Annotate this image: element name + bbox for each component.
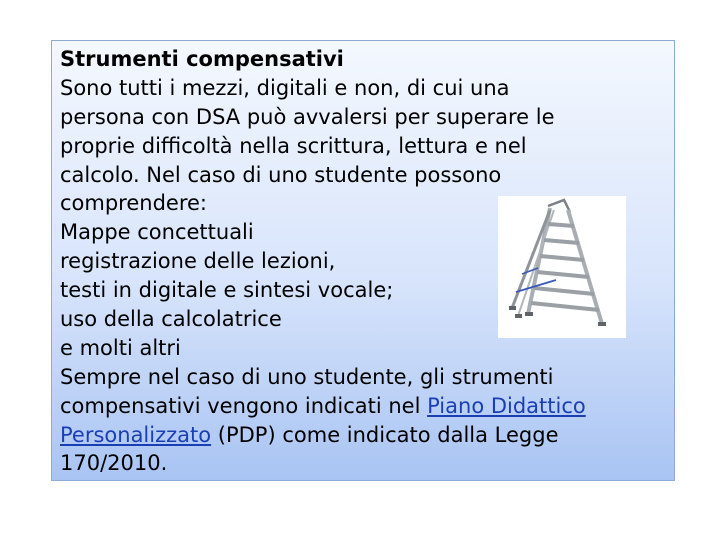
- content-box: [51, 40, 675, 481]
- body-line-13-text: (PDP) come indicato dalla Legge: [211, 422, 559, 447]
- body-line-1: Sono tutti i mezzi, digitali e non, di cui una: [60, 75, 510, 100]
- body-line-13: [60, 421, 670, 450]
- body-line-11: Sempre nel caso di uno studente, gli strumenti: [60, 364, 554, 389]
- body-line-12: [60, 392, 670, 421]
- body-line-14: 170/2010.: [60, 451, 168, 476]
- heading: Strumenti compensativi: [60, 47, 344, 71]
- ladder-icon: [498, 196, 626, 338]
- body-line-7: registrazione delle lezioni,: [60, 249, 336, 274]
- body-line-9: uso della calcolatrice: [60, 307, 282, 332]
- body-line-12-text: compensativi vengono indicati nel: [60, 393, 428, 418]
- body-line-10: e molti altri: [60, 335, 181, 360]
- body-line-3: proprie difficoltà nella scrittura, lettura e nel: [60, 133, 527, 158]
- body-line-6: Mappe concettuali: [60, 220, 254, 245]
- pdp-link-part1[interactable]: Piano Didattico: [427, 393, 586, 418]
- body-line-5: comprendere:: [60, 191, 207, 216]
- body-line-2: persona con DSA può avvalersi per superare le: [60, 104, 555, 129]
- pdp-link-part2[interactable]: Personalizzato: [60, 422, 212, 447]
- body-line-4: calcolo. Nel caso di uno studente possono: [60, 162, 502, 187]
- body-line-8: testi in digitale e sintesi vocale;: [60, 278, 394, 303]
- ladder-photo: [498, 196, 626, 338]
